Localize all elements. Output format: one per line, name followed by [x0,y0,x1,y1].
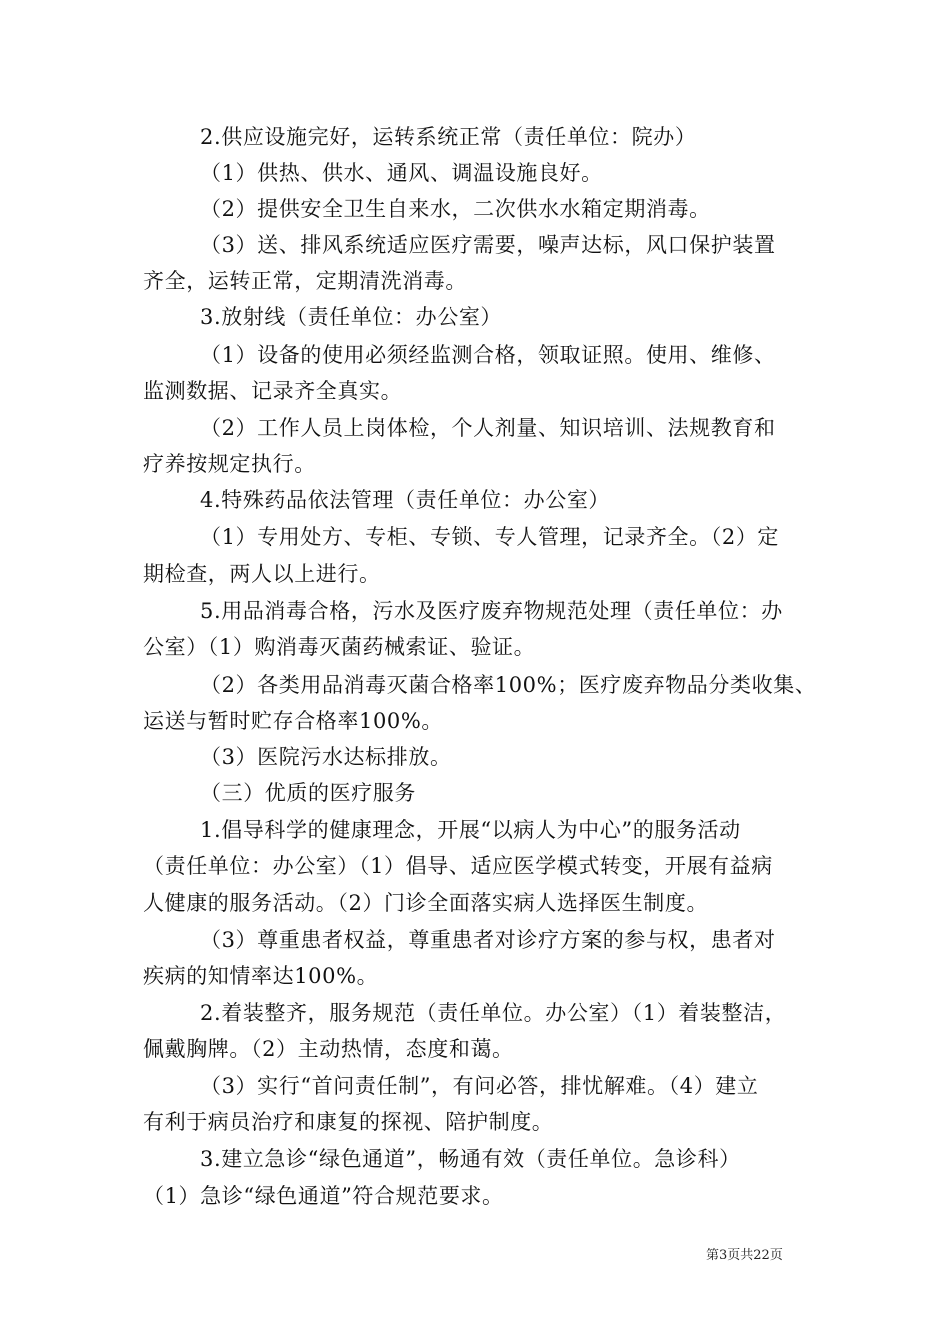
text-line: 2.着装整齐，服务规范（责任单位。办公室）（1）着装整洁， [200,1001,787,1025]
text-line: 期检查，两人以上进行。 [143,562,381,586]
text-line: （1）供热、供水、通风、调温设施良好。 [200,161,603,185]
text-line: （1）设备的使用必须经监测合格，领取证照。使用、维修、 [200,343,776,367]
text-line: 运送与暂时贮存合格率100%。 [143,709,444,733]
text-line: 3.建立急诊“绿色通道”，畅通有效（责任单位。急诊科） [200,1147,741,1171]
text-line: （2）各类用品消毒灭菌合格率100%；医疗废弃物品分类收集、 [200,673,817,697]
text-line: 监测数据、记录齐全真实。 [143,379,403,403]
text-line: 疾病的知情率达100%。 [143,964,379,988]
text-line: 齐全，运转正常，定期清洗消毒。 [143,269,467,293]
page-indicator: 第3页共22页 [706,1248,783,1263]
text-line: 疗养按规定执行。 [143,452,316,476]
text-line: 有利于病员治疗和康复的探视、陪护制度。 [143,1110,554,1134]
text-line: （3）尊重患者权益，尊重患者对诊疗方案的参与权，患者对 [200,928,776,952]
text-line: 5.用品消毒合格，污水及医疗废弃物规范处理（责任单位：办 [200,599,783,623]
text-line: 佩戴胸牌。（2）主动热情，态度和蔼。 [143,1037,514,1061]
text-line: （三）优质的医疗服务 [200,781,416,805]
text-line: 人健康的服务活动。（2）门诊全面落实病人选择医生制度。 [143,891,709,915]
text-line: 4.特殊药品依法管理（责任单位：办公室） [200,488,611,512]
text-line: （2）提供安全卫生自来水，二次供水水箱定期消毒。 [200,197,711,221]
text-line: 2.供应设施完好，运转系统正常（责任单位：院办） [200,125,697,149]
text-line: （责任单位：办公室）（1）倡导、适应医学模式转变，开展有益病 [143,854,773,878]
text-line: （1）急诊“绿色通道”符合规范要求。 [143,1184,504,1208]
text-line: （3）送、排风系统适应医疗需要，噪声达标，风口保护装置 [200,233,776,257]
text-line: （3）实行“首问责任制”，有问必答，排忧解难。（4）建立 [200,1074,759,1098]
text-line: 公室）（1）购消毒灭菌药械索证、验证。 [143,635,536,659]
text-line: （3）医院污水达标排放。 [200,745,452,769]
text-line: （1）专用处方、专柜、专锁、专人管理，记录齐全。（2）定 [200,525,780,549]
text-line: 3.放射线（责任单位：办公室） [200,305,503,329]
text-line: 1.倡导科学的健康理念，开展“以病人为中心”的服务活动 [200,818,741,842]
text-line: （2）工作人员上岗体检，个人剂量、知识培训、法规教育和 [200,416,776,440]
